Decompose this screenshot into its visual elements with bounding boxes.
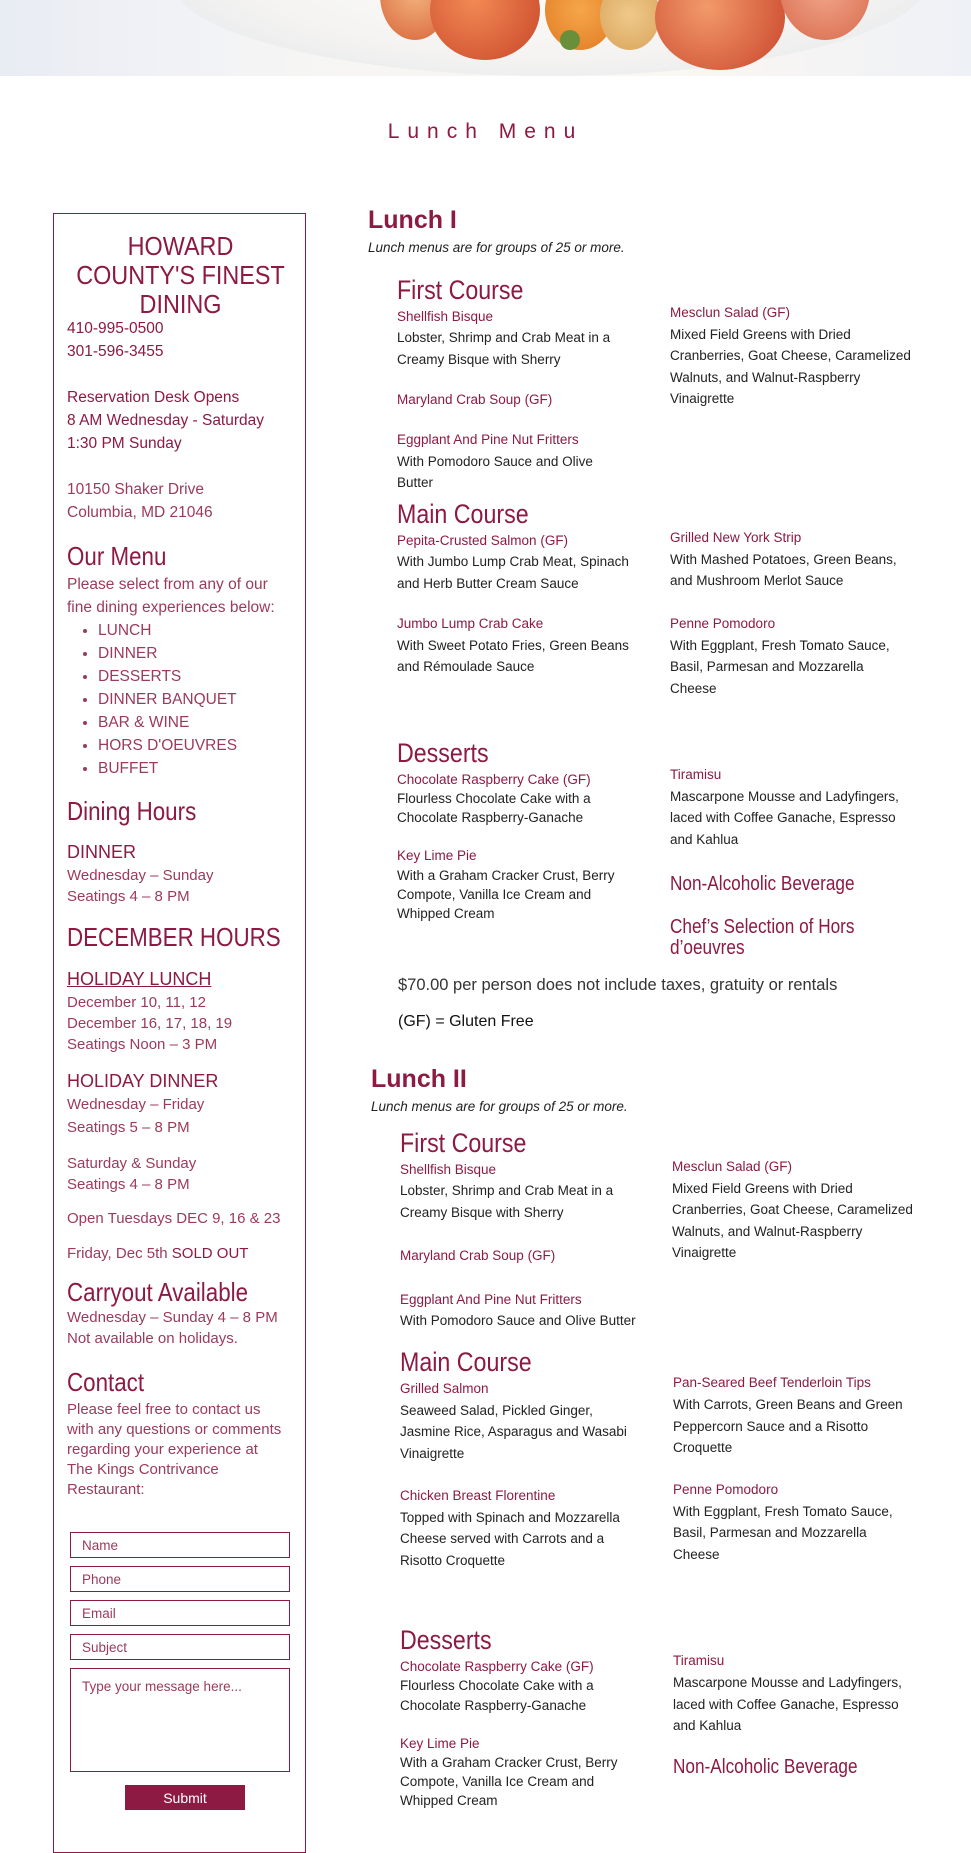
sold-out-badge: SOLD OUT <box>171 1245 249 1262</box>
lunch-2-chicken-desc-3: Risotto Croquette <box>400 1553 506 1568</box>
carryout-hours: Wednesday – Sunday 4 – 8 PM <box>67 1309 278 1326</box>
lunch-2-shellfish-bisque: Shellfish Bisque <box>400 1162 497 1177</box>
lunch-1-chocolate-cake: Chocolate Raspberry Cake (GF) <box>397 772 591 787</box>
subject-input[interactable] <box>70 1634 290 1660</box>
menu-list <box>67 619 237 780</box>
lunch-2-penne-pomodoro: Penne Pomodoro <box>673 1482 779 1497</box>
contact-text-4: The Kings Contrivance <box>67 1461 219 1478</box>
lunch-2-key-lime-desc-2: Compote, Vanilla Ice Cream and <box>400 1774 595 1789</box>
lunch-1-tiramisu-desc-1: Mascarpone Mousse and Ladyfingers, <box>670 789 899 804</box>
holiday-lunch-dates-1: December 10, 11, 12 <box>67 994 206 1011</box>
carryout-heading: Carryout Available <box>67 1277 249 1307</box>
lunch-2-salmon-desc-1: Seaweed Salad, Pickled Ginger, <box>400 1403 593 1418</box>
menu-link-desserts[interactable]: • DESSERTS <box>98 665 237 688</box>
email-input[interactable] <box>70 1600 290 1626</box>
lunch-1-tiramisu-desc-2: laced with Coffee Ganache, Espresso <box>670 810 896 825</box>
contact-text-3: regarding your experience at <box>67 1441 258 1458</box>
reservation-line-2: 1:30 PM Sunday <box>67 435 182 452</box>
lunch-2-mesclun-salad: Mesclun Salad (GF) <box>672 1159 793 1174</box>
friday-text: Friday, Dec 5th <box>67 1245 168 1262</box>
sidebar <box>53 213 306 1853</box>
lunch-1-key-lime-pie: Key Lime Pie <box>397 848 477 863</box>
lunch-1-key-lime-desc-2: Compote, Vanilla Ice Cream and <box>397 887 592 902</box>
lunch-2-salmon-desc-3: Vinaigrette <box>400 1446 465 1461</box>
lunch-1-ny-strip-desc-1: With Mashed Potatoes, Green Beans, <box>670 552 897 567</box>
lunch-2-chocolate-cake: Chocolate Raspberry Cake (GF) <box>400 1659 594 1674</box>
name-input[interactable] <box>70 1532 290 1558</box>
message-textarea[interactable] <box>70 1668 290 1772</box>
lunch-1-note: Lunch menus are for groups of 25 or more. <box>368 240 625 255</box>
menu-link-hors-doeuvres[interactable]: • HORS D'OEUVRES <box>98 734 237 757</box>
address-line-1: 10150 Shaker Drive <box>67 481 204 498</box>
lunch-1-penne-desc-3: Cheese <box>670 681 717 696</box>
menu-intro-2: fine dining experiences below: <box>67 599 275 616</box>
lunch-1-shellfish-bisque-desc-2: Creamy Bisque with Sherry <box>397 352 561 367</box>
lunch-1-main-course-heading: Main Course <box>397 499 529 529</box>
holiday-dinner-seatings: Seatings 5 – 8 PM <box>67 1119 190 1136</box>
lunch-1-shellfish-bisque: Shellfish Bisque <box>397 309 494 324</box>
lunch-2-key-lime-pie: Key Lime Pie <box>400 1736 480 1751</box>
lunch-1-first-course-heading: First Course <box>397 275 524 305</box>
lunch-2-chicken-florentine: Chicken Breast Florentine <box>400 1488 556 1503</box>
sidebar-title: HOWARD COUNTY'S FINEST DINING <box>76 231 285 319</box>
reservation-heading: Reservation Desk Opens <box>67 389 240 406</box>
lunch-2-chocolate-desc-1: Flourless Chocolate Cake with a <box>400 1678 594 1693</box>
lunch-1-key-lime-desc-3: Whipped Cream <box>397 906 495 921</box>
lunch-1-eggplant-desc-2: Butter <box>397 475 434 490</box>
address-line-2: Columbia, MD 21046 <box>67 504 213 521</box>
menu-link-dinner-banquet[interactable]: • DINNER BANQUET <box>98 688 237 711</box>
lunch-1-chocolate-desc-2: Chocolate Raspberry-Ganache <box>397 810 584 825</box>
lunch-1-beverage: Non-Alcoholic Beverage <box>670 873 855 895</box>
lunch-1-hors-line-1: Chef’s Selection of Hors <box>670 916 855 938</box>
menu-link-bar-wine[interactable]: • BAR & WINE <box>98 711 237 734</box>
lunch-2-penne-desc-2: Basil, Parmesan and Mozzarella <box>673 1525 867 1540</box>
friday-line <box>67 1243 248 1265</box>
lunch-1-tiramisu: Tiramisu <box>670 767 722 782</box>
lunch-1-ny-strip-desc-2: and Mushroom Merlot Sauce <box>670 573 844 588</box>
lunch-1-crab-soup: Maryland Crab Soup (GF) <box>397 392 553 407</box>
lunch-2-main-course-heading: Main Course <box>400 1347 532 1377</box>
contact-text-1: Please feel free to contact us <box>67 1401 261 1418</box>
food-shape <box>560 30 580 50</box>
lunch-2-salmon-desc-2: Jasmine Rice, Asparagus and Wasabi <box>400 1424 627 1439</box>
lunch-1-hors-line-2: d’oeuvres <box>670 937 745 959</box>
lunch-2-penne-desc-3: Cheese <box>673 1547 720 1562</box>
menu-link-dinner[interactable]: • DINNER <box>98 642 237 665</box>
lunch-2-eggplant-desc: With Pomodoro Sauce and Olive Butter <box>400 1313 636 1328</box>
lunch-1-title: Lunch I <box>368 206 457 234</box>
weekend-days: Saturday & Sunday <box>67 1155 197 1172</box>
lunch-2-mesclun-desc-4: Vinaigrette <box>672 1245 737 1260</box>
lunch-1-penne-desc-1: With Eggplant, Fresh Tomato Sauce, <box>670 638 890 653</box>
lunch-1-mesclun-salad: Mesclun Salad (GF) <box>670 305 791 320</box>
carryout-note: Not available on holidays. <box>67 1330 238 1347</box>
menu-link-buffet[interactable]: • BUFFET <box>98 757 237 780</box>
lunch-1-penne-pomodoro: Penne Pomodoro <box>670 616 776 631</box>
lunch-2-tiramisu: Tiramisu <box>673 1653 725 1668</box>
lunch-2-mesclun-desc-3: Walnuts, and Walnut-Raspberry <box>672 1224 863 1239</box>
open-tuesdays: Open Tuesdays DEC 9, 16 & 23 <box>67 1210 281 1227</box>
lunch-1-crab-cake: Jumbo Lump Crab Cake <box>397 616 544 631</box>
lunch-2-key-lime-desc-1: With a Graham Cracker Crust, Berry <box>400 1755 618 1770</box>
lunch-1-shellfish-bisque-desc-1: Lobster, Shrimp and Crab Meat in a <box>397 330 611 345</box>
lunch-1-mesclun-desc-1: Mixed Field Greens with Dried <box>670 327 851 342</box>
holiday-dinner-days: Wednesday – Friday <box>67 1096 205 1113</box>
phone-2[interactable]: 301-596-3455 <box>67 343 164 360</box>
lunch-2-shellfish-bisque-desc-1: Lobster, Shrimp and Crab Meat in a <box>400 1183 614 1198</box>
lunch-1-eggplant-desc-1: With Pomodoro Sauce and Olive <box>397 454 593 469</box>
lunch-1-ny-strip: Grilled New York Strip <box>670 530 802 545</box>
lunch-2-penne-desc-1: With Eggplant, Fresh Tomato Sauce, <box>673 1504 893 1519</box>
contact-heading: Contact <box>67 1367 145 1397</box>
contact-text-2: with any questions or comments <box>67 1421 282 1438</box>
menu-intro-1: Please select from any of our <box>67 576 268 593</box>
lunch-1-mesclun-desc-2: Cranberries, Goat Cheese, Caramelized <box>670 348 911 363</box>
lunch-2-tiramisu-desc-2: laced with Coffee Ganache, Espresso <box>673 1697 899 1712</box>
lunch-2-beef-desc-2: Peppercorn Sauce and a Risotto <box>673 1419 869 1434</box>
holiday-dinner-label: HOLIDAY DINNER <box>67 1071 219 1091</box>
lunch-2-mesclun-desc-2: Cranberries, Goat Cheese, Caramelized <box>672 1202 913 1217</box>
hero-food-image <box>0 0 971 76</box>
holiday-lunch-dates-2: December 16, 17, 18, 19 <box>67 1015 233 1032</box>
holiday-lunch-seatings: Seatings Noon – 3 PM <box>67 1036 218 1053</box>
lunch-2-crab-soup: Maryland Crab Soup (GF) <box>400 1248 556 1263</box>
lunch-1-key-lime-desc-1: With a Graham Cracker Crust, Berry <box>397 868 615 883</box>
submit-button[interactable]: Submit <box>125 1785 245 1810</box>
lunch-2-beef-desc-3: Croquette <box>673 1440 733 1455</box>
lunch-1-crab-cake-desc-1: With Sweet Potato Fries, Green Beans <box>397 638 629 653</box>
lunch-2-chicken-desc-2: Cheese served with Carrots and a <box>400 1531 605 1546</box>
lunch-1-desserts-heading: Desserts <box>397 738 489 768</box>
phone-input[interactable] <box>70 1566 290 1592</box>
lunch-2-chicken-desc-1: Topped with Spinach and Mozzarella <box>400 1510 620 1525</box>
page-title: Lunch Menu <box>387 120 584 143</box>
dinner-days: Wednesday – Sunday <box>67 867 214 884</box>
lunch-1-eggplant-fritters: Eggplant And Pine Nut Fritters <box>397 432 579 447</box>
lunch-1-pepita-salmon: Pepita-Crusted Salmon (GF) <box>397 533 569 548</box>
lunch-1-mesclun-desc-3: Walnuts, and Walnut-Raspberry <box>670 370 861 385</box>
contact-text-5: Restaurant: <box>67 1481 145 1498</box>
lunch-1-price: $70.00 per person does not include taxes, gratuity or rentals <box>398 976 838 994</box>
phone-1[interactable]: 410-995-0500 <box>67 320 164 337</box>
lunch-2-key-lime-desc-3: Whipped Cream <box>400 1793 498 1808</box>
holiday-lunch-label: HOLIDAY LUNCH <box>67 969 212 989</box>
dinner-seatings: Seatings 4 – 8 PM <box>67 888 190 905</box>
weekend-seatings: Seatings 4 – 8 PM <box>67 1176 190 1193</box>
lunch-1-gf-note: (GF) = Gluten Free <box>398 1013 534 1030</box>
menu-link-lunch[interactable]: • LUNCH <box>98 619 237 642</box>
lunch-1-pepita-desc-2: and Herb Butter Cream Sauce <box>397 576 579 591</box>
dinner-label: DINNER <box>67 842 137 862</box>
lunch-1-mesclun-desc-4: Vinaigrette <box>670 391 735 406</box>
lunch-2-grilled-salmon: Grilled Salmon <box>400 1381 489 1396</box>
lunch-2-title: Lunch II <box>371 1065 467 1093</box>
lunch-1-penne-desc-2: Basil, Parmesan and Mozzarella <box>670 659 864 674</box>
lunch-2-tiramisu-desc-1: Mascarpone Mousse and Ladyfingers, <box>673 1675 902 1690</box>
reservation-line-1: 8 AM Wednesday - Saturday <box>67 412 265 429</box>
lunch-2-beef-tenderloin: Pan-Seared Beef Tenderloin Tips <box>673 1375 871 1390</box>
lunch-1-crab-cake-desc-2: and Rémoulade Sauce <box>397 659 535 674</box>
dining-hours-heading: Dining Hours <box>67 796 197 826</box>
lunch-2-beef-desc-1: With Carrots, Green Beans and Green <box>673 1397 903 1412</box>
lunch-2-eggplant-fritters: Eggplant And Pine Nut Fritters <box>400 1292 582 1307</box>
lunch-1-pepita-desc-1: With Jumbo Lump Crab Meat, Spinach <box>397 554 629 569</box>
our-menu-heading: Our Menu <box>67 541 167 571</box>
lunch-2-mesclun-desc-1: Mixed Field Greens with Dried <box>672 1181 853 1196</box>
lunch-2-shellfish-bisque-desc-2: Creamy Bisque with Sherry <box>400 1205 564 1220</box>
lunch-2-note: Lunch menus are for groups of 25 or more. <box>371 1099 628 1114</box>
december-hours-heading: DECEMBER HOURS <box>67 922 281 952</box>
lunch-2-chocolate-desc-2: Chocolate Raspberry-Ganache <box>400 1698 587 1713</box>
lunch-2-beverage: Non-Alcoholic Beverage <box>673 1756 858 1778</box>
lunch-2-tiramisu-desc-3: and Kahlua <box>673 1718 742 1733</box>
lunch-1-chocolate-desc-1: Flourless Chocolate Cake with a <box>397 791 591 806</box>
lunch-1-tiramisu-desc-3: and Kahlua <box>670 832 739 847</box>
lunch-2-desserts-heading: Desserts <box>400 1625 492 1655</box>
lunch-2-first-course-heading: First Course <box>400 1128 527 1158</box>
